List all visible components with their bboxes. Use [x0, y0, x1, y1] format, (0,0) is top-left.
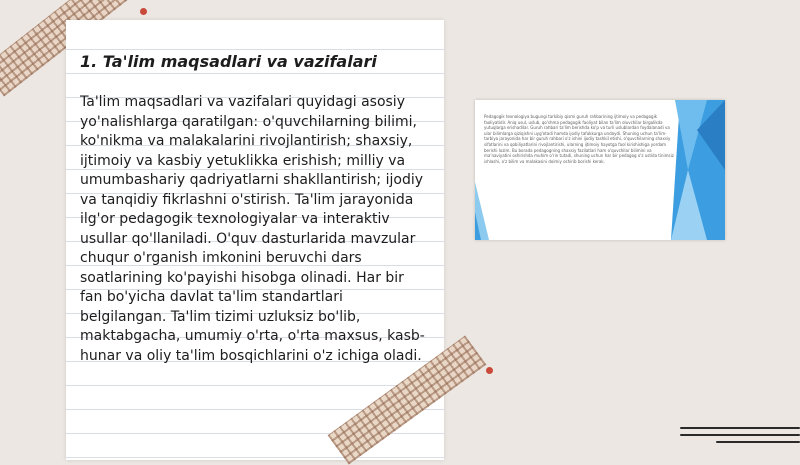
pin-dot-top [140, 8, 147, 15]
slide-body-text: Ta'lim maqsadlari va vazifalari quyidagi asosiy yo'nalishlarga qaratilgan: o'quvchilarning bilimi, ko'nikma va malakalarini rivojlantirish; shaxsiy, ijtimoiy va kasbiy yetuklikka erishish; milliy va umumbashariy qadriyatlarni shakllantirish; ijodiy va tanqidiy fikrlashni o'stirish. Ta'lim jarayonida ilg'or pedagogik texnologiyalar va interaktiv usullar qo'llaniladi. O'quv dasturlarida mavzular chuqur o'rganish imkonini beruvchi dars soatlarining ko'payishi hisobga olinadi. Har bir fan bo'yicha davlat ta'lim standartlari belgilangan. Ta'lim tizimi uzluksiz bo'lib, maktabgacha, umumiy o'rta, o'rta maxsus, kasb-hunar va oliy ta'lim bosqichlarini o'z ichiga oladi. [80, 94, 425, 364]
slide-heading: 1. Ta'lim maqsadlari va vazifalari [80, 52, 377, 71]
decorative-lines [676, 424, 800, 444]
slide-thumbnail [475, 100, 725, 240]
thumbnail-text: Pedagogik texnologiya bugungi tarkibiy qismi guruh rahbarining ijtimoiy va pedagogik faoliyatidir. Aniq usul, uslub, qo'shma pedagogik faoliyat bilan ta'lim oluvchilar birgalikda yutuqlarga erishadilar. Guruh rahbari ta'lim berishda ko'p va turli uslublardan foydalanadi va ular bilimlarga qiziqishni uyg'otadi hamda ijodiy tafakkurga undaydi. Shuning uchun ta'lim-tarbiya jarayonida har bir guruh rahbari o'z ishini ijodiy tashkil etishi, o'quvchilarning shaxsiy sifatlarini va qobiliyatlarini rivojlantirishi, ularning ijtimoiy hayotga faol kirishishiga yordam berishi lozim. Bu borada pedagogning shaxsiy fazilatlari ham o'quvchilar bilimini va ma'naviyatini oshirishda muhim o'rin tutadi, shuning uchun har bir pedagog o'z ustida tinimsiz ishlashi, o'z bilim va malakasini doimiy oshirib borishi kerak. [484, 114, 674, 164]
pin-dot-bottom [486, 367, 493, 374]
